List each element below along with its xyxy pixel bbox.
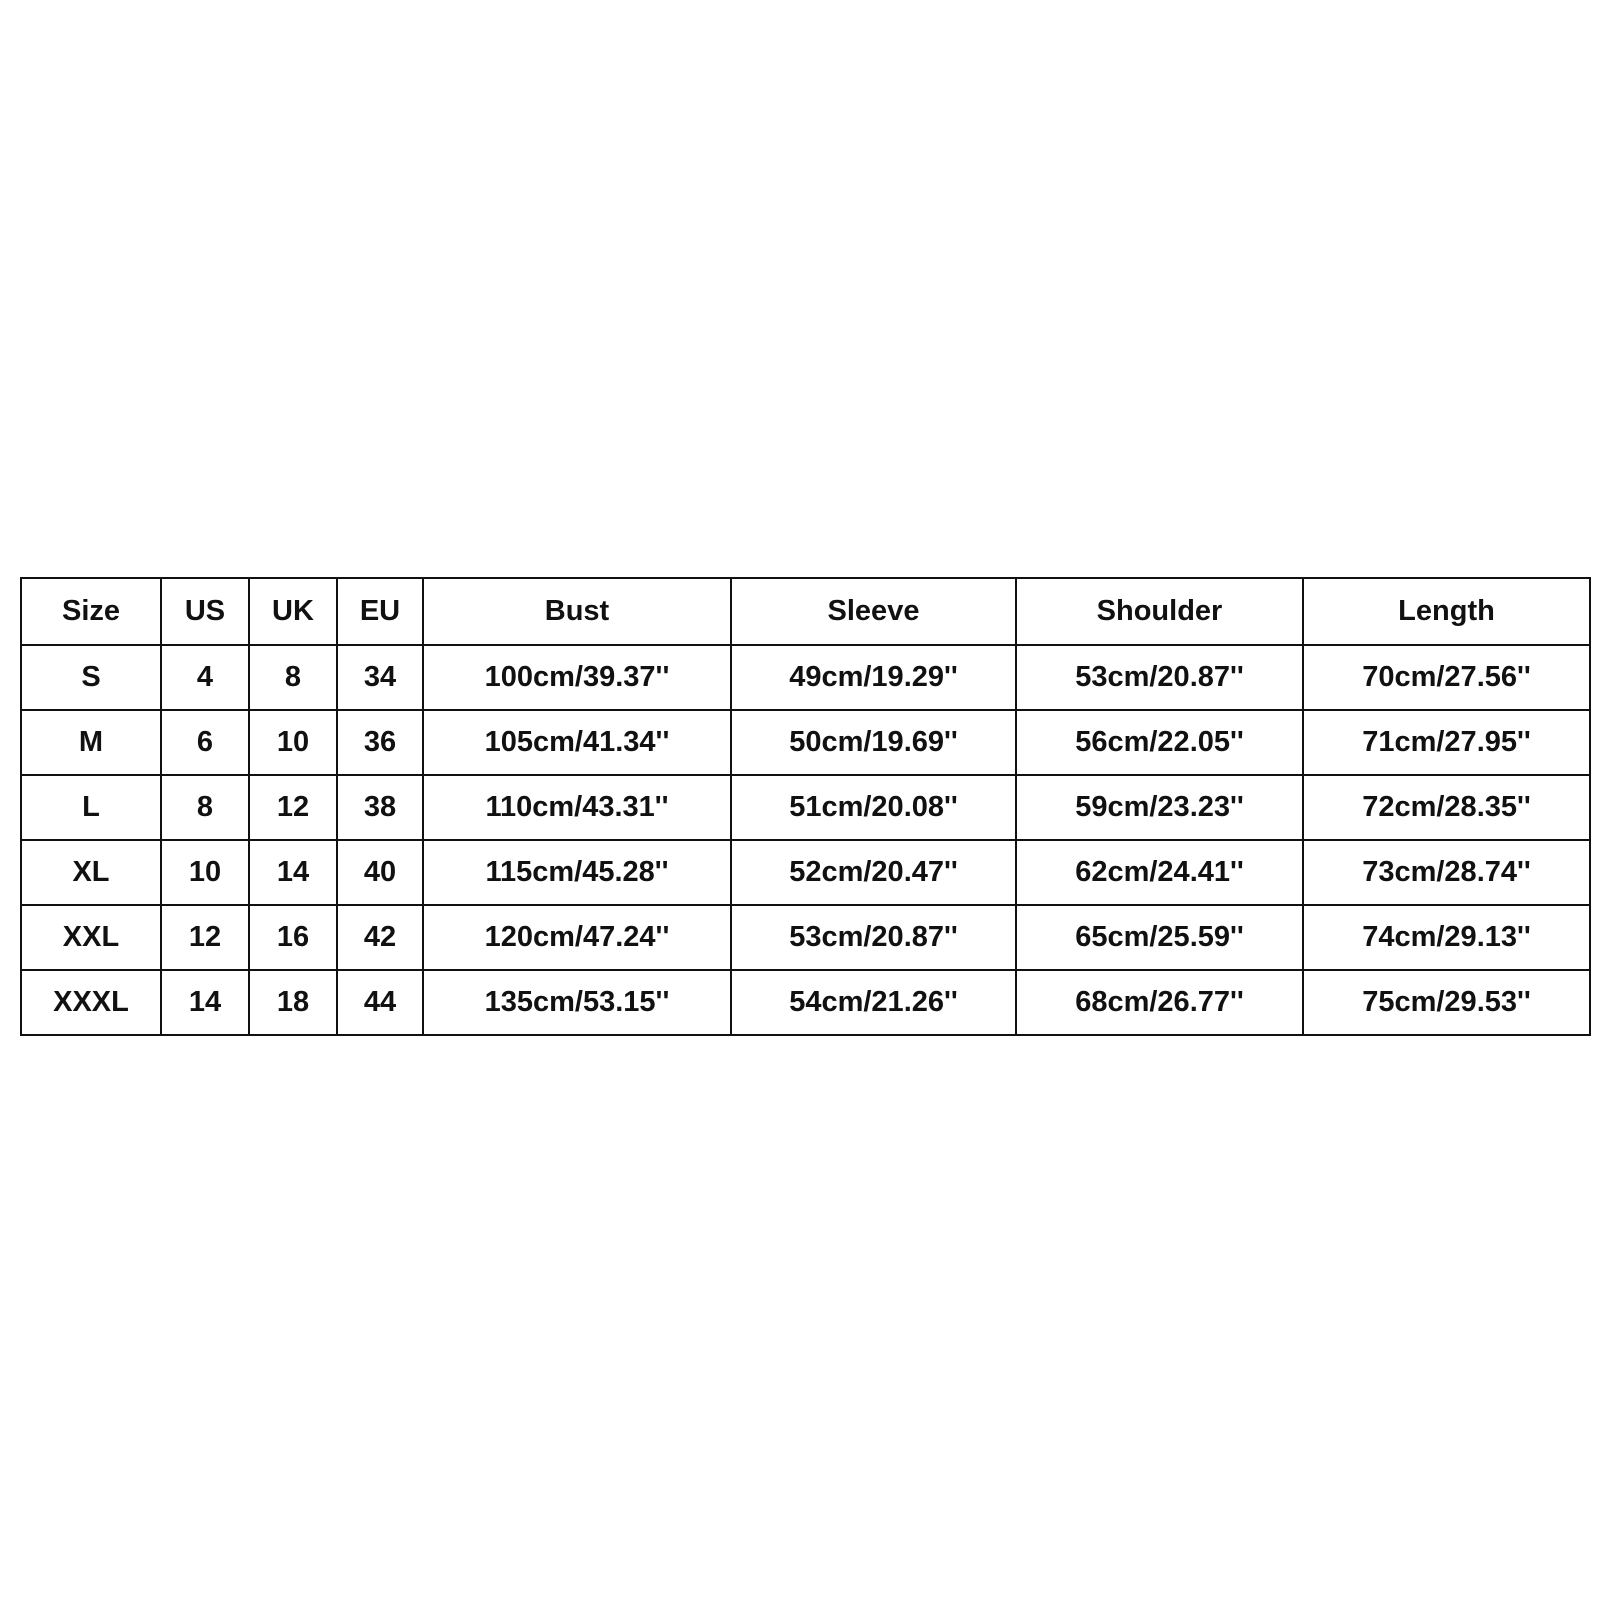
cell-size: S <box>21 645 161 710</box>
cell-uk: 18 <box>249 970 337 1035</box>
cell-size: XL <box>21 840 161 905</box>
header-shoulder: Shoulder <box>1016 578 1303 645</box>
cell-sleeve: 52cm/20.47'' <box>731 840 1016 905</box>
cell-shoulder: 53cm/20.87'' <box>1016 645 1303 710</box>
cell-shoulder: 62cm/24.41'' <box>1016 840 1303 905</box>
header-us: US <box>161 578 249 645</box>
size-chart-table <box>20 577 1591 1036</box>
cell-shoulder: 59cm/23.23'' <box>1016 775 1303 840</box>
header-uk: UK <box>249 578 337 645</box>
cell-eu: 36 <box>337 710 423 775</box>
cell-sleeve: 54cm/21.26'' <box>731 970 1016 1035</box>
cell-bust: 110cm/43.31'' <box>423 775 731 840</box>
cell-length: 72cm/28.35'' <box>1303 775 1590 840</box>
cell-length: 73cm/28.74'' <box>1303 840 1590 905</box>
cell-shoulder: 56cm/22.05'' <box>1016 710 1303 775</box>
table-row <box>21 840 1590 905</box>
cell-length: 74cm/29.13'' <box>1303 905 1590 970</box>
cell-uk: 8 <box>249 645 337 710</box>
cell-shoulder: 68cm/26.77'' <box>1016 970 1303 1035</box>
table-row <box>21 775 1590 840</box>
cell-bust: 135cm/53.15'' <box>423 970 731 1035</box>
table-row <box>21 905 1590 970</box>
cell-size: XXXL <box>21 970 161 1035</box>
cell-us: 4 <box>161 645 249 710</box>
cell-bust: 105cm/41.34'' <box>423 710 731 775</box>
cell-sleeve: 53cm/20.87'' <box>731 905 1016 970</box>
header-size: Size <box>21 578 161 645</box>
table-row <box>21 710 1590 775</box>
cell-sleeve: 50cm/19.69'' <box>731 710 1016 775</box>
cell-us: 6 <box>161 710 249 775</box>
cell-length: 75cm/29.53'' <box>1303 970 1590 1035</box>
header-row <box>21 578 1590 645</box>
cell-length: 71cm/27.95'' <box>1303 710 1590 775</box>
cell-eu: 40 <box>337 840 423 905</box>
cell-length: 70cm/27.56'' <box>1303 645 1590 710</box>
cell-sleeve: 51cm/20.08'' <box>731 775 1016 840</box>
cell-us: 8 <box>161 775 249 840</box>
cell-eu: 34 <box>337 645 423 710</box>
cell-shoulder: 65cm/25.59'' <box>1016 905 1303 970</box>
cell-eu: 44 <box>337 970 423 1035</box>
header-bust: Bust <box>423 578 731 645</box>
header-sleeve: Sleeve <box>731 578 1016 645</box>
cell-uk: 10 <box>249 710 337 775</box>
cell-uk: 14 <box>249 840 337 905</box>
header-eu: EU <box>337 578 423 645</box>
cell-bust: 120cm/47.24'' <box>423 905 731 970</box>
table-row <box>21 645 1590 710</box>
cell-size: M <box>21 710 161 775</box>
cell-eu: 42 <box>337 905 423 970</box>
cell-eu: 38 <box>337 775 423 840</box>
cell-uk: 16 <box>249 905 337 970</box>
cell-size: XXL <box>21 905 161 970</box>
cell-bust: 100cm/39.37'' <box>423 645 731 710</box>
cell-bust: 115cm/45.28'' <box>423 840 731 905</box>
cell-us: 10 <box>161 840 249 905</box>
table-row <box>21 970 1590 1035</box>
cell-uk: 12 <box>249 775 337 840</box>
cell-size: L <box>21 775 161 840</box>
cell-us: 12 <box>161 905 249 970</box>
cell-sleeve: 49cm/19.29'' <box>731 645 1016 710</box>
header-length: Length <box>1303 578 1590 645</box>
cell-us: 14 <box>161 970 249 1035</box>
